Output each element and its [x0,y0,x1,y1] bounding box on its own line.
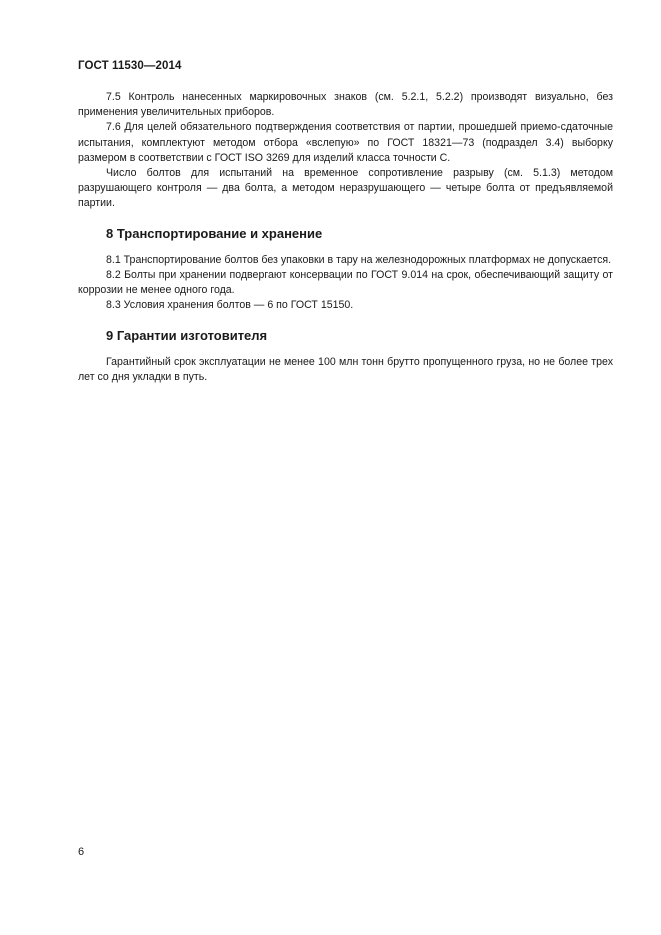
document-header: ГОСТ 11530—2014 [78,60,182,72]
paragraph-8-2: 8.2 Болты при хранении подвергают консервации по ГОСТ 9.014 на срок, обеспечивающий защиту от коррозии не менее одного года. [78,269,613,297]
page-number: 6 [78,846,85,858]
paragraph-8-1: 8.1 Транспортирование болтов без упаковки в тару на железнодорожных платформах не допускается. [106,253,612,266]
paragraph-9-1: Гарантийный срок эксплуатации не менее 100 млн тонн брутто пропущенного груза, но не более трех лет со дня укладки в путь. [78,355,613,384]
paragraph-7-6: 7.6 Для целей обязательного подтверждения соответствия от партии, прошедшей приемо-сдаточные испытания, комплектуют методом отбора «вслепую» по ГОСТ 18321—73 (подраздел 3.4) выборку размером в соответствии с ГОСТ ISO 3269 для изделий класса точности C. [78,121,613,164]
document-body [78,90,613,385]
section-8-title: 8 Транспортирование и хранение [106,225,323,241]
paragraph-7-6-bolts-count: Число болтов для испытаний на временное сопротивление разрыву (см. 5.1.3) методом разрушающего контроля — два болта, а методом неразрушающего — четыре болта от предъявляемой партии. [78,167,613,210]
paragraph-8-3: 8.3 Условия хранения болтов — 6 по ГОСТ 15150. [106,299,354,312]
section-9-title: 9 Гарантии изготовителя [106,327,268,343]
paragraph-7-5: 7.5 Контроль нанесенных маркировочных знаков (см. 5.2.1, 5.2.2) производят визуально, без применения увеличительных приборов. [78,91,613,119]
